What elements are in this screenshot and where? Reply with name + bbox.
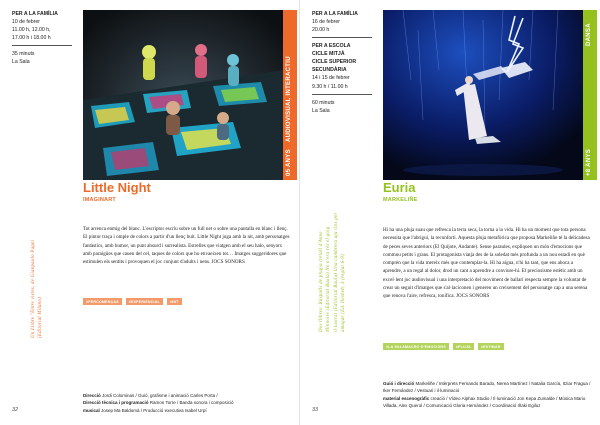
event-duration: 60 minuts [312,99,335,106]
credit-line: Direcció tècnica i programació Ramon Torre / Banda sonora i composició [83,400,234,406]
tag: #NIT [167,298,182,305]
credit-line: Direcció Jordi Colominas / Guió, grafisme i animació Carles Porta / [83,393,218,398]
page-number: 33 [312,407,319,413]
category-label: AUDIOVISUAL INTERACTIU [286,56,292,142]
event-venue: La Sala [12,59,30,66]
age-label: 05 ANYS [286,149,292,176]
divider [312,37,372,38]
school-dates: 14 i 15 de febrer [312,75,350,82]
event-date: 16 de febrer [312,19,340,26]
event-date: 10 de febrer [12,19,40,26]
company-name: MARKELIÑE [383,197,418,203]
show-description: Tot arrenca enmig del blanc. L'escriptor escriu sobre un full net o sobre una pantalla en blanc i llenç. El pintor traça i omple de colors a partir d'un llenç buit. Little Night juga amb la nit, amb personatges fantàstics, amb humor, un punt absurd i surrealista. Estrelles que viatgen amb el seu halo, senyors amb paraigües que cauen del cel, taques de colors que ho envaeixen tot… Imatges suggeridores que estimulen els sentits i provoquen el joc conjunt d'adults i nens. JOCS SONORS [83,226,290,265]
event-times-1: 11.00 h, 12.00 h, [12,27,51,34]
little-night-photo [83,10,283,180]
credits [383,380,593,409]
page-number: 32 [12,407,19,413]
credit-line: Guió i direcció Markeliñe / Intèrprets Fernando Barado, Nerea Martínez / Natalia García, Itziar Fragua / Iker Fernández / Vestuari i il·luminació [383,381,591,394]
category-strip [283,10,297,180]
euria-photo [383,10,583,180]
audience-label: PER A LA FAMÍLIA [12,11,58,17]
age-label: +8 ANYS [586,148,592,176]
credits [83,392,293,414]
credit-line: material escenogràfic creació / Vídeo Alphax Studio / Il·luminació Jon Kepa Zumalde / Música Mario Villada, Alex Querol / Comunicació Gloria Hernández / Coordinació Iñaki Egiluz [383,395,586,408]
event-info [312,10,374,115]
right-page [300,0,600,425]
tag-list [83,298,182,305]
tag: #EXPERIENCIAL [126,298,163,305]
divider [312,94,372,95]
event-times-2: 17.00 h i 18.00 h [12,35,51,42]
show-photo [383,10,583,180]
event-duration: 35 minuts [12,51,35,58]
school-label: PER A ESCOLA [312,43,351,50]
divider [12,45,72,46]
credit-line: musical Josep Ma Baldomà / Producció executiva Isabel Urpí [83,407,207,413]
tag: #PERCOMENÇAS [83,298,122,305]
tag-list [383,343,504,350]
company-name: IMAGINART [83,197,116,203]
school-cycle: SECUNDÀRIA [312,67,347,74]
school-cycle: CICLE SUPERIOR [312,59,357,66]
event-info [12,10,74,66]
book-recommendation: Dos llibres: Raspalls de plugia (retall d'Anne Minnoire (Editorial Baula) No n'era rés el goig il·lustrat (Editorial Baula) Una cambrera aja titts per amagar (Ed. Ikisheb, 3 (reglat 6-9) [319,212,347,332]
event-time: 20.00 h [312,27,330,34]
category-label: DANSA [586,23,592,46]
show-description: Hi ha una pluja suau que refresca la terra seca, la torna a la vida. Hi ha un moment que tota persona necessita que l'abrigui, la reconforti. Aquesta pluja metafòrica que proposa Markeliñe té la delicadesa de peces seves anteriors (El Quijote, Andante). Sense paraules, expliquen un món d'emocions que commou petits i grans. El protagonista viatja des de la soledat més profunda a un nou estadi en què comprèn que la vida mereix més que contemplar-la. Hi ha aigua, n'hi ha tant, que ens aboca a aprendre, a un regal al dolor, drod un cant a aprendre a conviure-hi. El preciosisme estètic amb un excel·lent joc audiovisual i una interpretació del moviment de ballarí respecta sempre la voluntat de crear un seguit d'imatges que s'al·laciconen i generen un creixement del personatge cap a una serena que renova l'aire, refresca, tonifica. JOCS SONORS [383,227,590,299]
event-venue: La Sala [312,107,330,114]
audience-label: PER A LA FAMÍLIA [312,11,358,17]
show-title: Little Night [83,180,151,195]
tag: #PLUJA [453,343,474,350]
school-times: 9.30 h / 11.00 h [312,83,348,90]
tag: #ESTIMAR [478,343,504,350]
category-strip [583,10,597,180]
school-cycle: CICLE MITJÀ [312,51,345,58]
show-photo [83,10,283,180]
book-recommendation: Un Llibre "Entre vistes, de Gianpaolo Pagni (Editorial Milano) [31,239,44,338]
show-title: Euria [383,180,416,195]
tag: #LA SALAMACRO D'EMOCIONS [383,343,449,350]
